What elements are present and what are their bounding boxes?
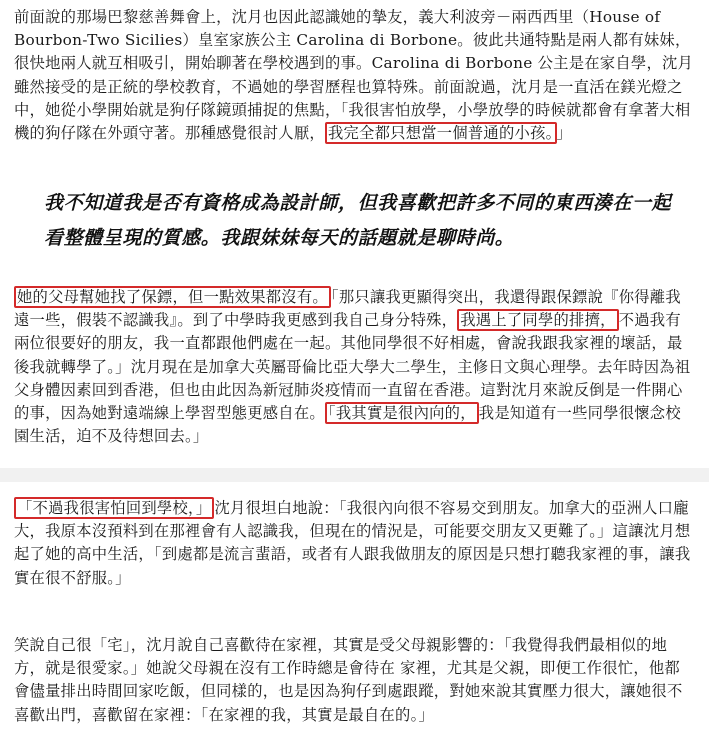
article-paragraph-bodyguard [0, 286, 709, 448]
article-paragraph-school-fear [0, 497, 709, 590]
highlighted-quote-ordinary-child: 我完全都只想當一個普通的小孩。 [325, 122, 557, 144]
paragraph-text: 」 [556, 124, 573, 143]
section-divider-band [0, 468, 709, 482]
paragraph-text: 我是知道有一些同學很懷念校園生活，迫不及待想回去。」 [14, 404, 681, 446]
paragraph-text: 前面說的那場巴黎慈善舞會上，沈月也因此認識她的摯友，義大利波旁－兩西西里（House of Bourbon-Two Sicilies）皇室家族公主 Carolina di Borbone。彼此共通特點是兩人都有妹妹，很快地兩人就互相吸引，開始聊著在學校遇到的事。Carolina di Borbone 公主是在家自學，沈月雖然接受的是正統的學校教育，不過她的學習歷程也算特殊。前面說過，沈月是一直活在鎂光燈之中，她從小學開始就是狗仔隊鏡頭捕捉的焦點，「我很害怕放學，小學放學的時候就都會有拿著大相機的狗仔隊在外頭守著。那種感覺很討人厭， [14, 8, 694, 143]
paragraph-text: 笑說自己很「宅」，沈月說自己喜歡待在家裡，其實是受父母親影響的：「我覺得我們最相似的地方，就是很愛家。」她說父母親在沒有工作時總是會待在 家裡，尤其是父親，即便工作很忙，他都會儘量排出時間回家吃飯，但同樣的，也是因為狗仔到處跟蹤，對她來說其實壓力很大，讓她很不喜歡出門，喜歡留在家裡：「在家裡的我，其實是最自在的。」 [14, 636, 683, 724]
highlighted-quote-bodyguard: 她的父母幫她找了保鏢，但一點效果都沒有。 [14, 286, 331, 308]
highlighted-quote-afraid-school: 「不過我很害怕回到學校，」 [14, 497, 214, 519]
pull-quote: 我不知道我是否有資格成為設計師，但我喜歡把許多不同的東西湊在一起看整體呈現的質感。我跟妹妹每天的話題就是聊時尚。 [44, 192, 672, 249]
article-paragraph-homebody [0, 634, 709, 727]
highlighted-quote-exclusion: 我遇上了同學的排擠， [457, 309, 618, 331]
highlighted-quote-introvert: 「我其實是很內向的， [325, 402, 479, 424]
paragraph-text: 「那只讓我更顯得突出，我還得跟保鏢說『你得離我遠一些，假裝不認識我』。到了中學時我更感到我自己身分特殊， [14, 288, 681, 330]
paragraph-text: 沈月很坦白地說：「我很內向很不容易交到朋友。加拿大的亞洲人口龐大，我原本沒預料到在那裡會有人認識我，但現在的情況是，可能要交朋友又更難了。」這讓沈月想起了她的高中生活，「到處都是流言蜚語，或者有人跟我做朋友的原因是只想打聽我家裡的事，讓我實在很不舒服。」 [14, 499, 691, 587]
article-paragraph-paris-ball [0, 6, 709, 145]
paragraph-text: 不過我有兩位很要好的朋友，我一直都跟他們處在一起。其他同學很不好相處，會說我跟我家裡的壞話，最後我就轉學了。」沈月現在是加拿大英屬哥倫比亞大學大二學生，主修日文與心理學。去年時因為祖父身體因素回到香港，但也由此因為新冠肺炎疫情而一直留在香港。這對沈月來說反倒是一件開心的事，因為她對遠端線上學習型態更感自在。 [14, 311, 691, 423]
